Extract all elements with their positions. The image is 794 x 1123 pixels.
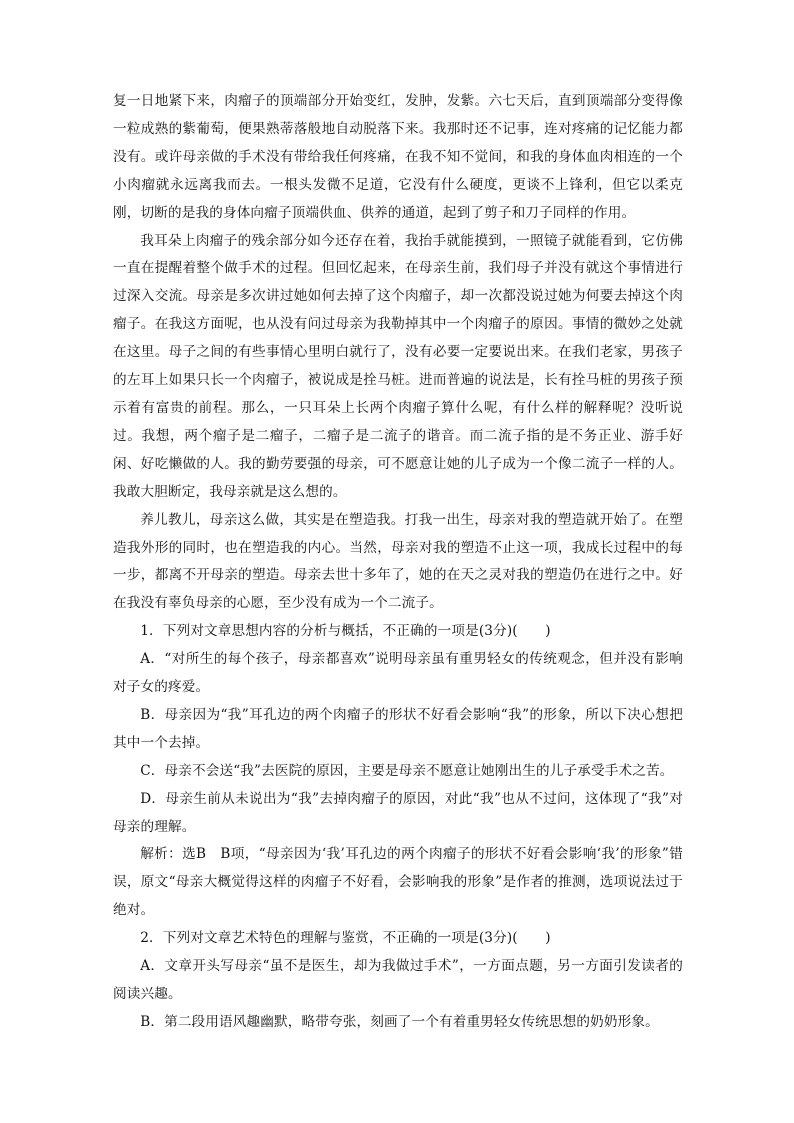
question-1-analysis: 解析：选B B项，“母亲因为‘我’耳孔边的两个肉瘤子的形状不好看会影响‘我’的形象”错误，原文“母亲大概觉得这样的肉瘤子不好看，会影响我的形象”是作者的推测，选项说法过于绝对。 [113, 846, 683, 919]
document-body [113, 88, 683, 1037]
paragraph-ear-remnant: 我耳朵上肉瘤子的残余部分如今还存在着，我抬手就能摸到，一照镜子就能看到，它仿佛一直在提醒着整个做手术的过程。但回忆起来，在母亲生前，我们母子并没有就这个事情进行过深入交流。母亲是多次讲过她如何去掉了这个肉瘤子，却一次都没说过她为何要去掉这个肉瘤子。在我这方面呢，也从没有问过母亲为我勒掉其中一个肉瘤子的原因。事情的微妙之处就在这里。母子之间的有些事情心里明白就行了，没有必要一定要说出来。在我们老家，男孩子的左耳上如果只长一个肉瘤子，被说成是拴马桩。进而普遍的说法是，长有拴马桩的男孩子预示着有富贵的前程。那么，一只耳朵上长两个肉瘤子算什么呢，有什么样的解释呢？没听说过。我想，两个瘤子是二瘤子，二瘤子是二流子的谐音。而二流子指的是不务正业、游手好闲、好吃懒做的人。我的勤劳要强的母亲，可不愿意让她的儿子成为一个像二流子一样的人。我敢大胆断定，我母亲就是这么想的。 [113, 232, 683, 500]
question-2-option-b: B．第二段用语风趣幽默，略带夸张，刻画了一个有着重男轻女传统思想的奶奶形象。 [140, 1013, 659, 1030]
paragraph-continuation: 复一日地紧下来，肉瘤子的顶端部分开始变红，发肿，发紫。六七天后，直到顶端部分变得像一粒成熟的紫葡萄，便果熟蒂落般地自动脱落下来。我那时还不记事，连对疼痛的记忆能力都没有。或许母亲做的手术没有带给我任何疼痛，在我不知不觉间，和我的身体血肉相连的一个小肉瘤就永远离我而去。一根头发微不足道，它没有什么硬度，更谈不上锋利，但它以柔克刚，切断的是我的身体向瘤子顶端供血、供养的通道，起到了剪子和刀子同样的作用。 [113, 93, 683, 221]
question-2-option-a: A．文章开头写母亲“虽不是医生，却为我做过手术”，一方面点题，另一方面引发读者的阅读兴趣。 [113, 958, 683, 1002]
question-2: 2．下列对文章艺术特色的理解与鉴赏，不正确的一项是(3分)( ) [140, 930, 551, 947]
question-1-option-d: D．母亲生前从未说出为“我”去掉肉瘤子的原因，对此“我”也从不过问，这体现了“我”对母亲的理解。 [113, 790, 683, 835]
question-1-option-c: C．母亲不会送“我”去医院的原因，主要是母亲不愿意让她刚出生的儿子承受手术之苦。 [140, 762, 674, 779]
question-1: 1．下列对文章思想内容的分析与概括，不正确的一项是(3分)( ) [140, 623, 551, 640]
question-1-option-b: B．母亲因为“我”耳孔边的两个肉瘤子的形状不好看会影响“我”的形象，所以下决心想把其中一个去掉。 [113, 706, 683, 751]
paragraph-shaping: 养儿教儿，母亲这么做，其实是在塑造我。打我一出生，母亲对我的塑造就开始了。在塑造我外形的同时，也在塑造我的内心。当然，母亲对我的塑造不止这一项，我成长过程中的每一步，都离不开母亲的塑造。母亲去世十多年了，她的在天之灵对我的塑造仍在进行之中。好在我没有辜负母亲的心愿，至少没有成为一个二流子。 [113, 511, 683, 612]
question-1-option-a: A．“对所生的每个孩子，母亲都喜欢”说明母亲虽有重男轻女的传统观念，但并没有影响对子女的疼爱。 [113, 651, 683, 696]
